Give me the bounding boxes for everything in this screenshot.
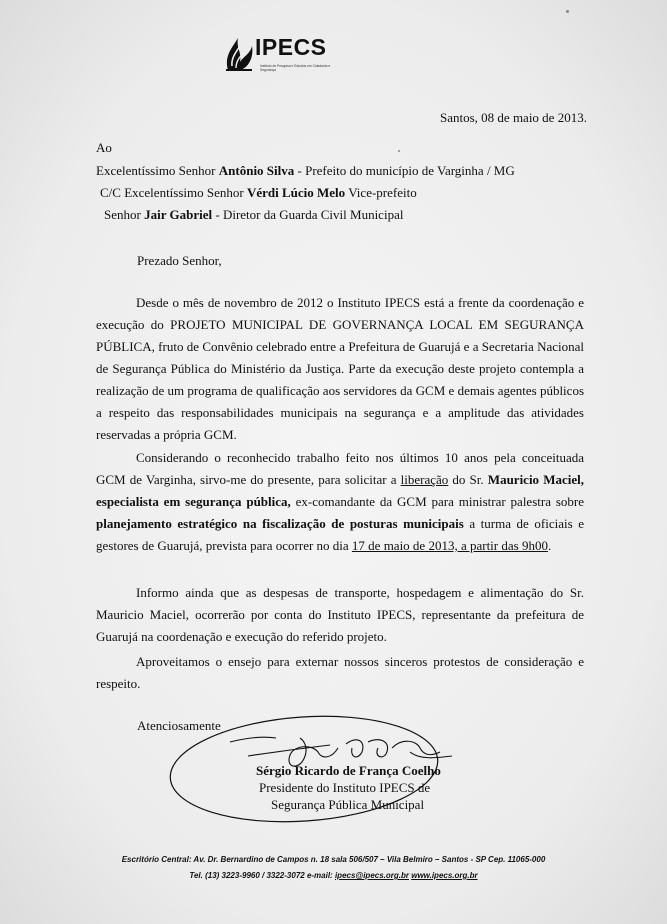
recipient-name-1: Antônio Silva [218,163,295,178]
recipient-line-3: Senhor Jair Gabriel - Diretor da Guarda Civil Municipal [104,207,404,222]
footer-website-link[interactable]: www.ipecs.org.br [411,871,478,880]
logo-wordmark: IPECS [255,34,327,60]
footer-contact: Tel. (13) 3223-9960 / 3322-3072 e-mail: ipecs@ipecs.org.br www.ipecs.org.br [189,871,478,880]
recipient-ao: Ao [96,140,112,155]
paragraph-2: Considerando o reconhecido trabalho feito nos últimos 10 anos pela conceituada GCM de Varginha, sirvo-me do presente, para solicitar a liberação do Sr. Mauricio Maciel, especialista em segurança pública, ex-comandante da GCM para ministrar palestra sobre planejamento estratégico na fiscalização de posturas municipais a turma de oficiais e gestores de Guarujá, prevista para ocorrer no dia 17 de maio de 2013, a partir das 9h00. [96,450,584,553]
letter-date: Santos, 08 de maio de 2013. [440,110,587,125]
closing: Atenciosamente [137,718,221,733]
recipient-line-2: C/C Excelentíssimo Senhor Vérdi Lúcio Melo Vice-prefeito [100,185,417,200]
recipient-name-2: Vérdi Lúcio Melo [246,185,346,200]
paragraph-1: Desde o mês de novembro de 2012 o Instituto IPECS está a frente da coordenação e execução do PROJETO MUNICIPAL DE GOVERNANÇA LOCAL EM SEGURANÇA PÚBLICA, fruto de Convênio celebrado entre a Prefeitura de Guarujá e a Secretaria Nacional de Segurança Pública do Ministério da Justiça. Parte da execução deste projeto contempla a realização de um programa de qualificação aos servidores da GCM e demais agentes públicos a respeito das responsabilidades municipais na segurança e a amplitude das atividades reservadas a própria GCM. [96,295,584,442]
footer-email-link[interactable]: ipecs@ipecs.org.br [334,871,409,880]
scan-speck [566,10,569,13]
signatory-name: Sérgio Ricardo de França Coelho [256,763,441,778]
paragraph-3: Informo ainda que as despesas de transporte, hospedagem e alimentação do Sr. Mauricio Maciel, ocorrerão por conta do Instituto IPECS, representante da prefeitura de Guarujá na coordenação e execução do referido projeto. [96,585,584,644]
logo-tagline: Instituto de Pesquisa e Estudos em Cidadania e Segurança [260,64,331,72]
recipient-line-1: Excelentíssimo Senhor Antônio Silva - Prefeito do município de Varginha / MG [96,163,515,178]
recipient-name-3: Jair Gabriel [144,207,213,222]
footer-address: Escritório Central: Av. Dr. Bernardino de Campos n. 18 sala 506/507 – Vila Belmiro – Santos - SP Cep. 11065-000 [121,855,546,864]
greeting: Prezado Senhor, [137,253,222,268]
signatory-role: Presidente do Instituto IPECS de [259,780,431,795]
event-date: 17 de maio de 2013, a partir das 9h00 [351,538,548,553]
scan-speck [398,150,400,152]
paragraph-4: Aproveitamos o ensejo para externar nossos sinceros protestos de consideração e respeito. [96,654,584,691]
signatory-org: Segurança Pública Municipal [271,797,425,812]
